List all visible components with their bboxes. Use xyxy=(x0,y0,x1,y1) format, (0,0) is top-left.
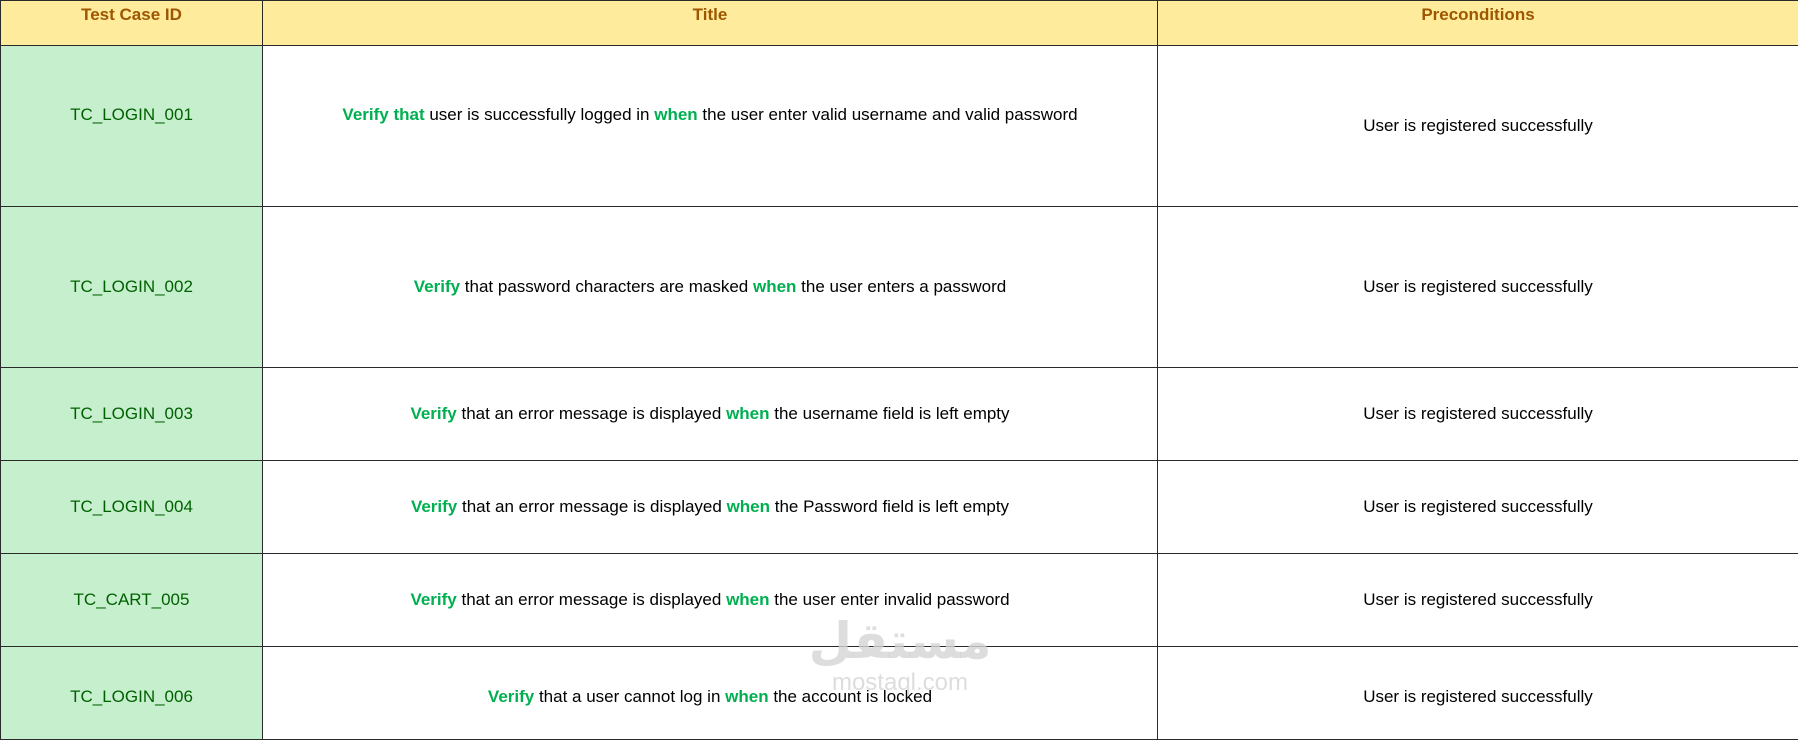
title-text: the account is locked xyxy=(769,687,932,706)
title-text: the username field is left empty xyxy=(770,404,1010,423)
title-keyword: when xyxy=(725,687,768,706)
title-keyword: when xyxy=(726,404,769,423)
test-case-title xyxy=(410,590,1009,609)
test-case-id-cell[interactable] xyxy=(1,46,263,207)
preconditions-text: User is registered successfully xyxy=(1363,497,1593,516)
title-cell[interactable] xyxy=(263,554,1158,647)
test-case-id: TC_LOGIN_002 xyxy=(70,277,193,296)
title-keyword: when xyxy=(727,497,770,516)
title-keyword: Verify xyxy=(410,404,456,423)
preconditions-text: User is registered successfully xyxy=(1363,590,1593,609)
test-case-id-cell[interactable] xyxy=(1,461,263,554)
test-case-title xyxy=(411,497,1009,516)
title-text: that a user cannot log in xyxy=(534,687,725,706)
header-row xyxy=(1,1,1798,46)
header-test-case-id[interactable]: Test Case ID xyxy=(1,1,263,46)
title-cell[interactable] xyxy=(263,207,1158,368)
title-text: user is successfully logged in xyxy=(425,105,655,124)
test-case-id: TC_LOGIN_001 xyxy=(70,105,193,124)
title-text: that an error message is displayed xyxy=(457,497,726,516)
test-case-title xyxy=(414,277,1006,296)
test-case-id-cell[interactable] xyxy=(1,368,263,461)
title-cell[interactable] xyxy=(263,46,1158,207)
title-keyword: Verify xyxy=(411,497,457,516)
test-case-title xyxy=(410,404,1009,423)
preconditions-cell[interactable] xyxy=(1158,461,1798,554)
preconditions-cell[interactable] xyxy=(1158,368,1798,461)
title-cell[interactable] xyxy=(263,368,1158,461)
title-text: the user enter valid username and valid password xyxy=(698,105,1078,124)
title-keyword: Verify xyxy=(488,687,534,706)
table-row xyxy=(1,46,1798,207)
test-case-id-cell[interactable] xyxy=(1,554,263,647)
test-case-id: TC_LOGIN_006 xyxy=(70,687,193,706)
test-case-id: TC_LOGIN_003 xyxy=(70,404,193,423)
preconditions-text: User is registered successfully xyxy=(1363,687,1593,706)
title-text: the Password field is left empty xyxy=(770,497,1009,516)
title-keyword: Verify xyxy=(410,590,456,609)
preconditions-cell[interactable] xyxy=(1158,207,1798,368)
header-title[interactable]: Title xyxy=(263,1,1158,46)
preconditions-cell[interactable] xyxy=(1158,46,1798,207)
watermark-arabic: مستقل xyxy=(809,612,992,670)
test-case-id: TC_LOGIN_004 xyxy=(70,497,193,516)
table-row xyxy=(1,207,1798,368)
title-cell[interactable] xyxy=(263,461,1158,554)
test-case-title xyxy=(342,105,1077,124)
title-keyword: Verify xyxy=(414,277,460,296)
preconditions-text: User is registered successfully xyxy=(1363,116,1593,135)
watermark-latin: mostaql.com xyxy=(832,669,968,696)
table-row xyxy=(1,461,1798,554)
title-keyword: when xyxy=(726,590,769,609)
title-text: the user enter invalid password xyxy=(770,590,1010,609)
preconditions-cell[interactable] xyxy=(1158,554,1798,647)
header-preconditions[interactable]: Preconditions xyxy=(1158,1,1798,46)
title-text: that an error message is displayed xyxy=(457,590,726,609)
title-text: that password characters are masked xyxy=(460,277,753,296)
title-text: that an error message is displayed xyxy=(457,404,726,423)
preconditions-text: User is registered successfully xyxy=(1363,404,1593,423)
preconditions-cell[interactable] xyxy=(1158,647,1798,740)
title-keyword: when xyxy=(753,277,796,296)
title-text: the user enters a password xyxy=(796,277,1006,296)
title-keyword: Verify that xyxy=(342,105,424,124)
table-row xyxy=(1,647,1798,740)
title-cell[interactable] xyxy=(263,647,1158,740)
test-case-id: TC_CART_005 xyxy=(74,590,190,609)
table-row xyxy=(1,554,1798,647)
test-case-title xyxy=(488,687,932,706)
test-case-id-cell[interactable] xyxy=(1,207,263,368)
table-row xyxy=(1,368,1798,461)
preconditions-text: User is registered successfully xyxy=(1363,277,1593,296)
title-keyword: when xyxy=(654,105,697,124)
test-case-id-cell[interactable] xyxy=(1,647,263,740)
